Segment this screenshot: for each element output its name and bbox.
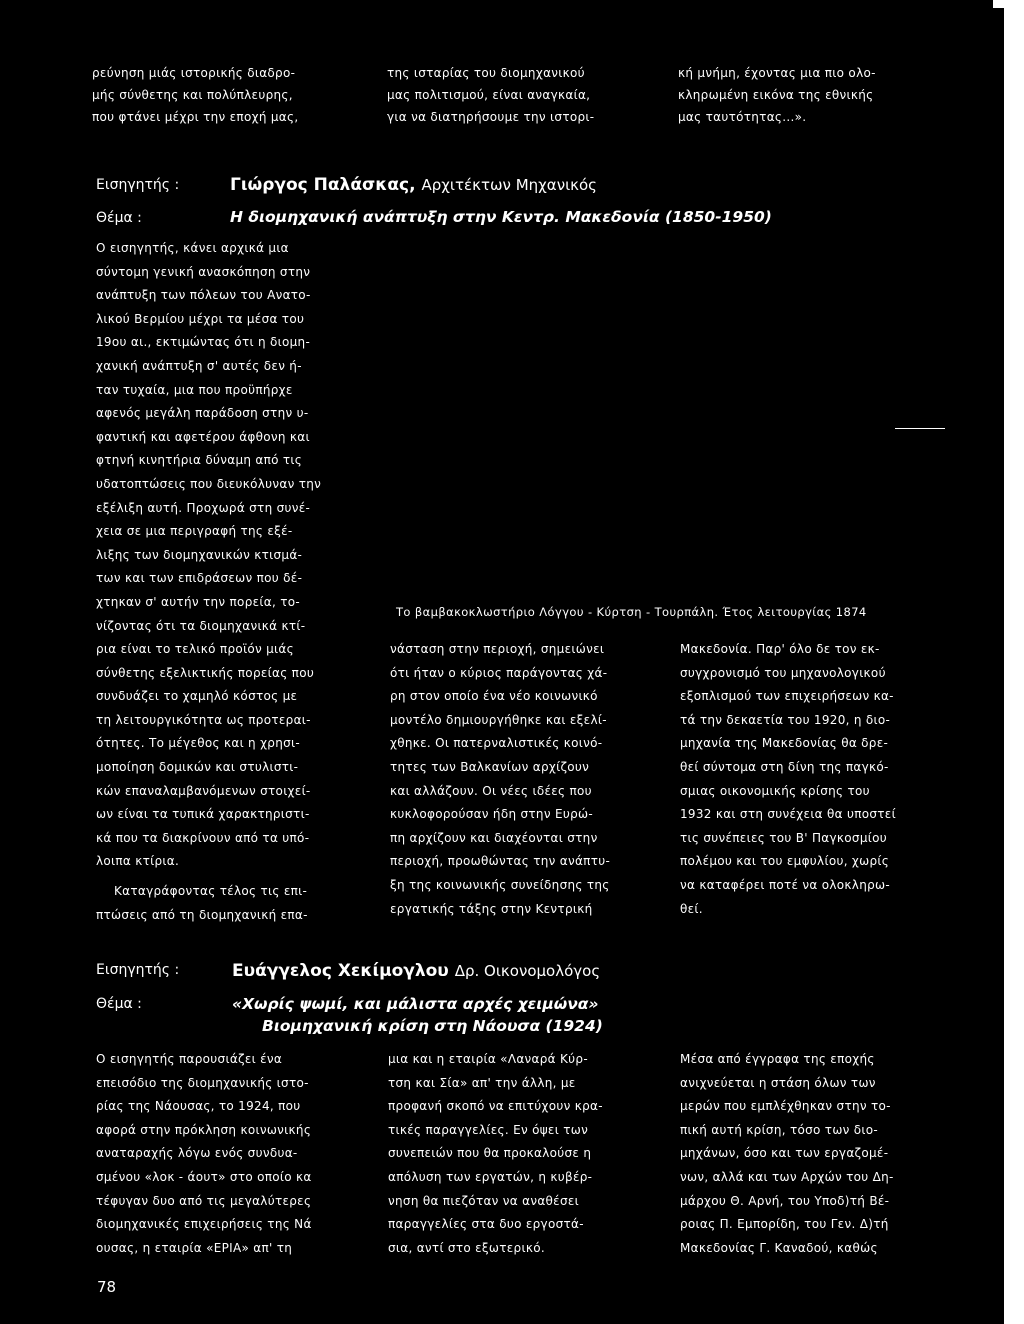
topic-label-2: Θέμα :	[96, 996, 142, 1012]
topic-label-1: Θέμα :	[96, 210, 142, 226]
speaker-label-1: Εισηγητής :	[96, 177, 180, 193]
speaker-name-1: Γιώργος Παλάσκας,	[230, 175, 416, 195]
topic-1: Η διομηχανική ανάπτυξη στην Κεντρ. Μακεδονία (1850-1950)	[230, 208, 772, 226]
section2-col-1: Ο εισηγητής παρουσιάζει ένα επεισόδιο της διομηχανικής ιστο- ρίας της Νάουσας, το 1924, που αφορά στην πρόκληση κοινωνικής αναταραχής λόγω ενός συνδυα- σμένου «λοκ - άουτ» στο οποίο κα τέφυγαν δυο από τις μεγαλύτερες διομηχανικές επιχειρήσεις της Νά ουσας, η εταιρία «ΕΡΙΑ» απ' τη	[96, 1052, 312, 1255]
speaker-role-2: Δρ. Οικονομολόγος	[454, 962, 601, 980]
top-col-3: κή μνήμη, έχοντας μια πιο ολο- κληρωμένη εικόνα της εθνικής μας ταυτότητας...».	[678, 66, 876, 124]
factory-photo	[385, 240, 955, 590]
speaker-role-1: Αρχιτέκτων Μηχανικός	[421, 176, 597, 194]
top-col-1: ρεύνηση μιάς ιστορικής διαδρο- μής σύνθετης και πολύπλευρης, που φτάνει μέχρι την εποχή μας,	[92, 66, 299, 124]
speaker-2	[232, 961, 600, 981]
section1-col-2: νάσταση στην περιοχή, σημειώνει ότι ήταν ο κύριος παράγοντας χά- ρη στον οποίο ένα νέο κοινωνικό μοντέλο δημιουργήθηκε και εξελί- χθηκε. Οι πατερναλιστικές κοινό- τητες των Βαλκανίων αρχίζουν και αλλάζουν. Οι νέες ιδέες που κυκλοφορούσαν ήδη στην Ευρώ- πη αρχίζουν και διαχέονται στην περιοχή, προωθώντας την ανάπτυ- ξη της κοινωνικής συνείδησης της εργατικής τάξης στην Κεντρική	[390, 642, 611, 916]
photo-caption: Το βαμβακοκλωστήριο Λόγγου - Κύρτση - Τουρπάλη. Έτος λειτουργίας 1874	[396, 605, 867, 619]
page-number: 78	[97, 1278, 117, 1296]
topic-2-line-1: «Χωρίς ψωμί, και μάλιστα αρχές χειμώνα»	[232, 995, 599, 1013]
speaker-1	[230, 175, 597, 195]
scan-edge-notch	[993, 0, 1004, 8]
speaker-label-2: Εισηγητής :	[96, 962, 180, 978]
speaker-name-2: Ευάγγελος Χεκίμογλου	[232, 961, 449, 981]
top-col-2: της ισταρίας του διομηχανικού μας πολιτισμού, είναι αναγκαία, για να διατηρήσουμε την ιστορι-	[387, 66, 595, 124]
section1-col-3: Μακεδονία. Παρ' όλο δε τον εκ- συγχρονισμό του μηχανολογικού εξοπλισμού των επιχειρήσεων κα- τά την δεκαετία του 1920, η διο- μηχανία της Μακεδονίας θα δρε- θεί σύντομα στη δίνη της παγκό- σμιας οικονομικής κρίσης του 1932 και στη συνέχεια θα υποστεί τις συνέπειες του Β' Παγκοσμίου πολέμου και του εμφυλίου, χωρίς να καταφέρει ποτέ να ολοκληρω- θεί.	[680, 642, 896, 916]
scan-edge-bar	[1004, 0, 1024, 1324]
photo-dash-mark	[895, 428, 945, 429]
section1-col-1: Ο εισηγητής, κάνει αρχικά μια σύντομη γενική ανασκόπηση στην ανάπτυξη των πόλεων του Ανατο- λικού Βερμίου μέχρι τα μέσα του 19ου αι., εκτιμώντας ότι η διομη- χανική ανάπτυξη σ' αυτές δεν ή- ταν τυχαία, μια που προϋπήρχε αφενός μεγάλη παράδοση στην υ- φαντική και αφετέρου άφθονη και φτηνή κινητήρια δύναμη από τις υδατοπτώσεις που διευκόλυναν την εξέλιξη αυτή. Προχωρά στη συνέ- χεια σε μια περιγραφή της εξέ- λιξης των διομηχανικών κτισμά- των και των επιδράσεων που δέ- χτηκαν σ' αυτήν την πορεία, το- νίζοντας ότι τα διομηχανικά κτί- ρια είναι το τελικό προϊόν μιάς σύνθετης εξελικτικής πορείας που συνδυάζει το χαμηλό κόστος με τη λειτουργικότητα ως προτεραι- ότητες. Το μέγεθος και η χρησι- μοποίηση δομικών και στυλιστι- κών επαναλαμβανόμενων στοιχεί- ων είναι τα τυπικά χαρακτηριστι- κά που τα διακρίνουν από τα υπό- λοιπα κτίρια. Καταγράφοντας τέλος τις επι- πτώσεις από τη διομηχανική επα-	[96, 241, 322, 922]
section2-col-2: μια και η εταιρία «Λαναρά Κύρ- τση και Σία» απ' την άλλη, με προφανή σκοπό να επιτύχουν κρα- τικές παραγγελίες. Εν όψει των συνεπειών που θα προκαλούσε η απόλυση των εργατών, η κυβέρ- νηση θα πιεζόταν να αναθέσει παραγγελίες στα δυο εργοστά- σια, αντί στο εξωτερικό.	[388, 1052, 603, 1255]
section2-col-3: Μέσα από έγγραφα της εποχής ανιχνεύεται η στάση όλων των μερών που εμπλέχθηκαν στην το- πική αυτή κρίση, τόσο των διο- μηχάνων, όσο και των εργαζομέ- νων, αλλά και των Αρχών του Δη- μάρχου Θ. Αρνή, του Υποδ)τή Βέ- ροιας Π. Εμπορίδη, του Γεν. Δ)τή Μακεδονίας Γ. Καναδού, καθώς	[680, 1052, 894, 1255]
topic-2-line-2: Βιομηχανική κρίση στη Νάουσα (1924)	[262, 1017, 603, 1035]
